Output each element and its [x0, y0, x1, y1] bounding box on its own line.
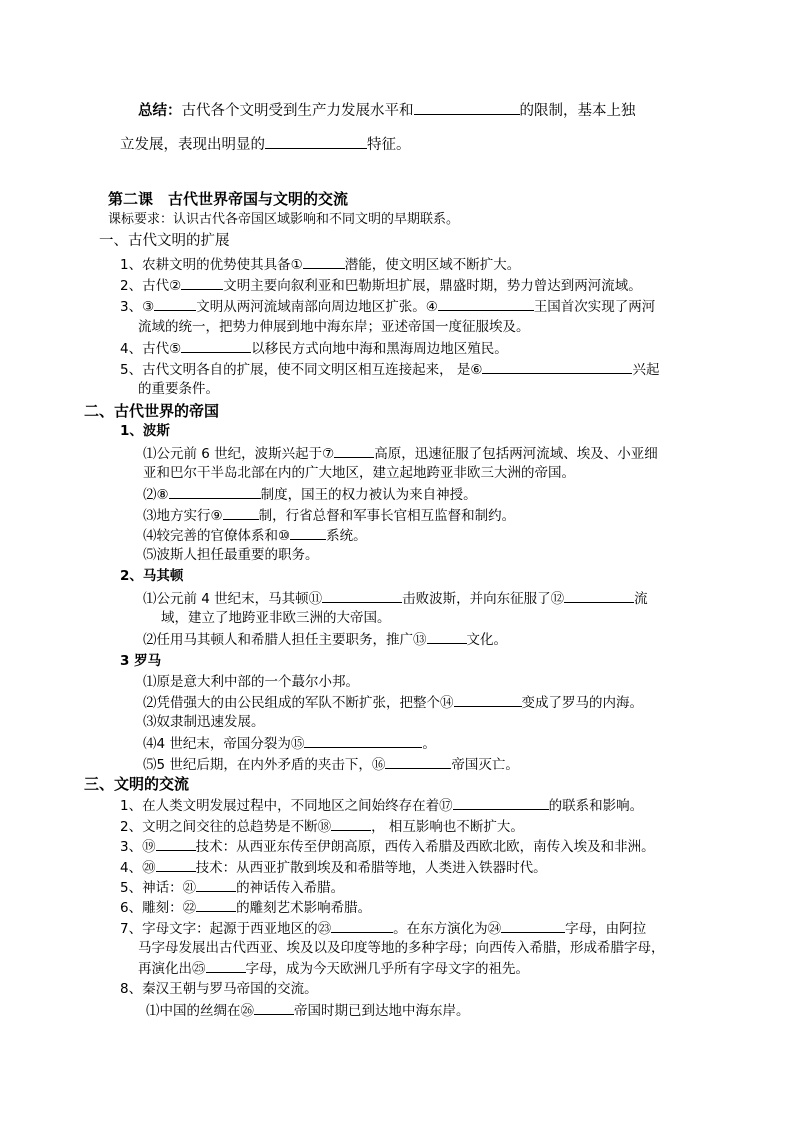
text: 立发展，表现出明显的	[120, 137, 265, 153]
text: 制，行省总督和军事长官相互监督和制约。	[258, 508, 516, 524]
item	[143, 692, 643, 713]
answer-blank[interactable]	[453, 795, 549, 810]
answer-blank[interactable]	[331, 816, 371, 831]
text: 1、在人类文明发展过程中，不同地区之间始终存在着⑰	[120, 798, 453, 814]
text: 4、古代⑤	[120, 341, 182, 357]
text: ⑵任用马其顿人和希腊人担任主要职务，推广⑬	[143, 632, 427, 648]
item-continuation: 马字母发展出古代西亚、埃及以及印度等地的多种字母；向西传入希腊，形成希腊字母，	[138, 940, 665, 956]
answer-blank[interactable]	[223, 505, 259, 520]
item	[120, 897, 371, 918]
text: 的限制，基本上独	[519, 103, 636, 119]
text: 特征。	[367, 137, 411, 153]
text: 字母，成为今天欧洲几乎所有字母文字的祖先。	[245, 961, 529, 977]
section-title: 二、古代世界的帝国	[84, 402, 220, 420]
item	[143, 505, 515, 526]
item	[120, 275, 642, 296]
answer-blank[interactable]	[196, 877, 236, 892]
answer-blank[interactable]	[454, 692, 522, 707]
text: ⑶地方实行⑨	[143, 508, 223, 524]
text: 4、⑳	[120, 860, 156, 876]
text: 的雕刻艺术影响希腊。	[236, 900, 372, 916]
item	[143, 754, 519, 775]
text: 。	[422, 736, 436, 752]
text: ⑴公元前 6 世纪，波斯兴起于⑦	[143, 446, 335, 462]
subsection-title: 1、波斯	[120, 423, 170, 439]
text: 文明从两河流域南部向周边地区扩张。④	[196, 299, 438, 315]
text: 高原，迅速征服了包括两河流域、埃及、小亚细	[374, 446, 658, 462]
item	[120, 296, 655, 317]
text: 技术：从西亚扩散到埃及和希腊等地，人类进入铁器时代。	[195, 860, 547, 876]
answer-blank[interactable]	[181, 275, 223, 290]
lesson-requirement: 课标要求：认识古代各帝国区域影响和不同文明的早期联系。	[108, 212, 460, 227]
text: 2、古代②	[120, 278, 182, 294]
text: 1、农耕文明的优势使其具备①	[120, 257, 303, 273]
item	[120, 877, 344, 898]
item	[143, 525, 367, 546]
answer-blank[interactable]	[156, 857, 196, 872]
summary-line-2	[120, 134, 411, 155]
answer-blank[interactable]	[331, 918, 393, 933]
item-continuation: 亚和巴尔干半岛北部在内的广大地区，建立起地跨亚非欧三大洲的帝国。	[143, 465, 575, 481]
text: 文化。	[466, 632, 507, 648]
answer-blank[interactable]	[290, 525, 326, 540]
answer-blank[interactable]	[154, 296, 196, 311]
answer-blank[interactable]	[414, 100, 520, 115]
text: 击败波斯，并向东征服了⑫	[402, 591, 565, 607]
answer-blank[interactable]	[181, 338, 251, 353]
item	[146, 1000, 470, 1021]
answer-blank[interactable]	[322, 588, 402, 603]
text: ， 相互影响也不断扩大。	[371, 819, 524, 835]
answer-blank[interactable]	[564, 588, 634, 603]
item	[120, 836, 655, 857]
section-title: 三、文明的交流	[84, 775, 190, 793]
item: ⑸波斯人担任最重要的职务。	[143, 547, 319, 563]
text: 帝国时期已到达地中海东岸。	[294, 1003, 470, 1019]
answer-blank[interactable]	[438, 296, 534, 311]
text: 字母，由阿拉	[565, 921, 647, 937]
item	[120, 338, 508, 359]
text: ⑷4 世纪末，帝国分裂为⑮	[143, 736, 305, 752]
text: 古代各个文明受到生产力发展水平和	[181, 103, 414, 119]
answer-blank[interactable]	[304, 733, 422, 748]
text: ⑵⑧	[143, 487, 169, 503]
text: 3、③	[120, 299, 155, 315]
item: 8、秦汉王朝与罗马帝国的交流。	[120, 981, 318, 997]
answer-blank[interactable]	[303, 254, 345, 269]
section-title: 一、古代文明的扩展	[99, 233, 230, 249]
answer-blank[interactable]	[196, 897, 236, 912]
text: 潜能，使文明区域不断扩大。	[344, 257, 521, 273]
lesson-title: 第二课 古代世界帝国与文明的交流	[108, 190, 349, 208]
item	[120, 254, 520, 275]
subsection-title: 3 罗马	[120, 653, 162, 669]
item: ⑴原是意大利中部的一个蕞尔小邦。	[143, 674, 359, 690]
text: 6、雕刻：㉒	[120, 900, 197, 916]
text: ⑷较完善的官僚体系和⑩	[143, 528, 291, 544]
answer-blank[interactable]	[254, 1000, 294, 1015]
answer-blank[interactable]	[501, 918, 565, 933]
answer-blank[interactable]	[385, 754, 451, 769]
text: 5、神话：㉑	[120, 880, 197, 896]
item	[143, 733, 436, 754]
item	[120, 816, 524, 837]
item	[120, 857, 547, 878]
text: 兴起	[632, 362, 660, 378]
answer-blank[interactable]	[482, 359, 632, 374]
text: 3、⑲	[120, 839, 156, 855]
text: 技术：从西亚东传至伊朗高原，西传入希腊及西欧北欧，南传入埃及和非洲。	[195, 839, 655, 855]
text: 制度，国王的权力被认为来自神授。	[260, 487, 477, 503]
text: 帝国灭亡。	[451, 757, 519, 773]
subsection-title: 2、马其顿	[120, 568, 184, 584]
text: 的联系和影响。	[548, 798, 644, 814]
text: 2、文明之间交往的总趋势是不断⑱	[120, 819, 332, 835]
item-continuation: 域，建立了地跨亚非欧三洲的大帝国。	[161, 610, 391, 626]
text: 王国首次实现了两河	[533, 299, 656, 315]
item	[143, 588, 648, 609]
text: ⑸5 世纪后期，在内外矛盾的夹击下，⑯	[143, 757, 386, 773]
item	[120, 359, 659, 380]
summary-line-1	[138, 100, 636, 121]
text: ⑴公元前 4 世纪末，马其顿⑪	[143, 591, 323, 607]
text: 。在东方演化为㉔	[393, 921, 502, 937]
answer-blank[interactable]	[334, 443, 374, 458]
text: ⑴中国的丝绸在㉖	[146, 1003, 254, 1019]
answer-blank[interactable]	[156, 836, 196, 851]
answer-blank[interactable]	[265, 134, 367, 149]
text: 以移民方式向地中海和黑海周边地区殖民。	[251, 341, 508, 357]
text: ⑵凭借强大的由公民组成的军队不断扩张，把整个⑭	[143, 695, 454, 711]
text: 再演化出㉕	[138, 961, 206, 977]
text: 变成了罗马的内海。	[521, 695, 643, 711]
item	[120, 918, 646, 939]
item	[143, 443, 658, 464]
answer-blank[interactable]	[427, 629, 467, 644]
item: ⑶奴隶制迅速发展。	[143, 714, 265, 730]
item-continuation: 流域的统一，把势力伸展到地中海东岸；亚述帝国一度征服埃及。	[138, 319, 530, 335]
answer-blank[interactable]	[169, 484, 261, 499]
summary-label: 总结：	[138, 103, 182, 119]
text: 系统。	[326, 528, 367, 544]
item-continuation	[138, 958, 529, 979]
text: 7、字母文字：起源于西亚地区的㉓	[120, 921, 332, 937]
item	[143, 629, 507, 650]
item	[143, 484, 477, 505]
item	[120, 795, 643, 816]
text: 流	[634, 591, 648, 607]
text: 5、古代文明各自的扩展，使不同文明区相互连接起来， 是⑥	[120, 362, 483, 378]
answer-blank[interactable]	[206, 958, 246, 973]
text: 的神话传入希腊。	[236, 880, 345, 896]
text: 文明主要向叙利亚和巴勒斯坦扩展，鼎盛时期，势力曾达到两河流域。	[223, 278, 642, 294]
item-continuation: 的重要条件。	[138, 381, 219, 397]
